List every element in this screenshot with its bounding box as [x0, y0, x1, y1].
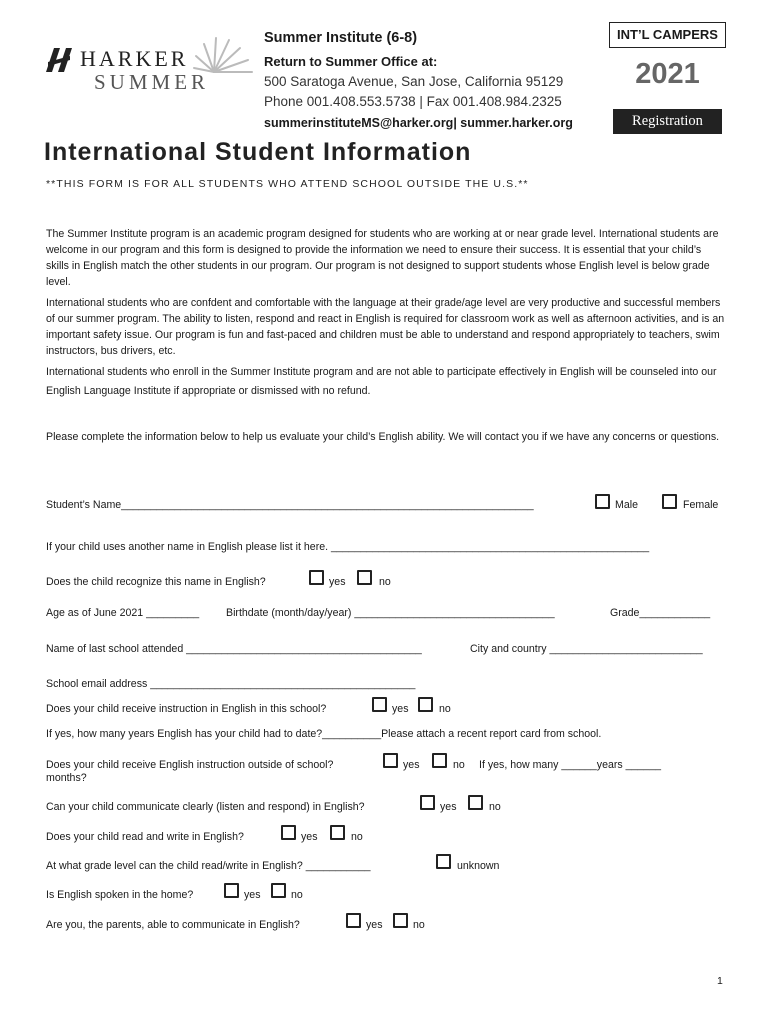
- year-label: 2021: [635, 58, 700, 90]
- contact-block: [264, 30, 604, 136]
- recognize-name-question: Does the child recognize this name in English?: [46, 576, 266, 588]
- office-address: 500 Saratoga Avenue, San Jose, California 95129: [264, 74, 564, 89]
- english-name-field[interactable]: If your child uses another name in English please list it here. ______________________________________________________: [46, 541, 650, 553]
- communicate-row: [46, 799, 726, 815]
- spoken-home-question: Is English spoken in the home?: [46, 889, 194, 901]
- recognize-name-row: [46, 574, 726, 590]
- page-subtitle: **THIS FORM IS FOR ALL STUDENTS WHO ATTEND SCHOOL OUTSIDE THE U.S.**: [46, 178, 529, 190]
- months-label: months?: [46, 772, 87, 784]
- intl-campers-badge: INT’L CAMPERS: [609, 22, 726, 48]
- recognize-no-checkbox[interactable]: [357, 570, 372, 585]
- page-title: International Student Information: [44, 138, 472, 166]
- how-many-field[interactable]: If yes, how many ______years ______: [479, 759, 661, 771]
- grade-level-row: [46, 858, 726, 874]
- parents-question: Are you, the parents, able to communicate in English?: [46, 919, 300, 931]
- female-label: Female: [683, 499, 719, 511]
- harker-h-icon: [44, 44, 74, 74]
- return-label: Return to Summer Office at:: [264, 54, 438, 69]
- school-email-field[interactable]: School email address _____________________________________________: [46, 678, 416, 690]
- contact-email: summerinstituteMS@harker.org| summer.harker.org: [264, 116, 573, 130]
- outside-yes-label: yes: [403, 759, 420, 771]
- spoken-home-yes-label: yes: [244, 889, 261, 901]
- spoken-home-no-label: no: [291, 889, 303, 901]
- instruction-yes-label: yes: [392, 703, 409, 715]
- read-write-no-checkbox[interactable]: [330, 825, 345, 840]
- read-write-yes-checkbox[interactable]: [281, 825, 296, 840]
- male-checkbox[interactable]: [595, 494, 610, 509]
- student-name-row: [46, 497, 726, 513]
- years-english-field[interactable]: If yes, how many years English has your child had to date?__________Please attach a recent report card from school.: [46, 728, 602, 740]
- instruction-english-question: Does your child receive instruction in English in this school?: [46, 703, 327, 715]
- student-name-field[interactable]: Student’s Name______________________________________________________________________: [46, 499, 534, 511]
- instruction-no-checkbox[interactable]: [418, 697, 433, 712]
- months-row: [46, 770, 726, 786]
- instruction-no-label: no: [439, 703, 451, 715]
- city-country-field[interactable]: City and country __________________________: [470, 643, 703, 655]
- outside-no-checkbox[interactable]: [432, 753, 447, 768]
- spoken-home-no-checkbox[interactable]: [271, 883, 286, 898]
- parents-no-checkbox[interactable]: [393, 913, 408, 928]
- refund-paragraph: International students who enroll in the Summer Institute program and are not able to participate effectively in English will be counseled into our English Language Institute if appropriate or dismissed with no refund.: [46, 366, 717, 397]
- registration-badge: Registration: [613, 109, 722, 134]
- unknown-checkbox[interactable]: [436, 854, 451, 869]
- communicate-question: Can your child communicate clearly (listen and respond) in English?: [46, 801, 365, 813]
- spoken-home-yes-checkbox[interactable]: [224, 883, 239, 898]
- page-number: 1: [717, 975, 723, 987]
- parents-no-label: no: [413, 919, 425, 931]
- communicate-yes-label: yes: [440, 801, 457, 813]
- spoken-home-row: [46, 887, 726, 903]
- intro-paragraph: The Summer Institute program is an academic program designed for students who are working at or near grade level. International students are welcome in our program and this form is designed to provide the information we need to ensure their success. It is essential that your child’s skills in English match the other students in our program. Our program is not designed to support students whose English level is below grade level.: [46, 228, 719, 288]
- read-write-no-label: no: [351, 831, 363, 843]
- male-label: Male: [615, 499, 638, 511]
- logo-word-harker: HARKER: [80, 46, 189, 71]
- read-write-yes-label: yes: [301, 831, 318, 843]
- communicate-yes-checkbox[interactable]: [420, 795, 435, 810]
- grade-field[interactable]: Grade____________: [610, 607, 711, 619]
- parents-yes-label: yes: [366, 919, 383, 931]
- outside-yes-checkbox[interactable]: [383, 753, 398, 768]
- phone-fax: Phone 001.408.553.5738 | Fax 001.408.984.2325: [264, 94, 562, 109]
- communicate-no-checkbox[interactable]: [468, 795, 483, 810]
- read-write-question: Does your child read and write in English?: [46, 831, 244, 843]
- recognize-no-label: no: [379, 576, 391, 588]
- read-write-row: [46, 829, 726, 845]
- birthdate-field[interactable]: Birthdate (month/day/year) __________________________________: [226, 607, 555, 619]
- school-email-row: [46, 676, 726, 692]
- logo-word-summer: SUMMER: [94, 70, 210, 94]
- program-name: Summer Institute (6-8): [264, 30, 418, 46]
- years-english-row: [46, 726, 726, 742]
- last-school-row: [46, 641, 726, 657]
- parents-yes-checkbox[interactable]: [346, 913, 361, 928]
- expectations-paragraph: International students who are confdent and comfortable with the language at their grade/age level are very productive and successful members of our summer program. The ability to listen, respond and react in English is required for classroom work as well as afternoon activities, and is an important safety issue. Our program is fun and fast-paced and children must be able to understand and respond appropriately to teachers, swim instructors, bus drivers, etc.: [46, 297, 725, 357]
- outside-school-question: Does your child receive English instruction outside of school?: [46, 759, 334, 771]
- last-school-field[interactable]: Name of last school attended ________________________________________: [46, 643, 422, 655]
- parents-row: [46, 917, 726, 933]
- harker-summer-logo: [44, 34, 254, 104]
- communicate-no-label: no: [489, 801, 501, 813]
- instructions-paragraph: Please complete the information below to help us evaluate your child’s English ability. We will contact you if we have any concerns or questions.: [46, 431, 720, 443]
- instruction-english-row: [46, 701, 726, 717]
- outside-no-label: no: [453, 759, 465, 771]
- recognize-yes-checkbox[interactable]: [309, 570, 324, 585]
- age-field[interactable]: Age as of June 2021 _________: [46, 607, 200, 619]
- age-birthdate-row: [46, 605, 726, 621]
- recognize-yes-label: yes: [329, 576, 346, 588]
- english-name-row: [46, 539, 726, 555]
- grade-level-field[interactable]: At what grade level can the child read/write in English? ___________: [46, 860, 371, 872]
- female-checkbox[interactable]: [662, 494, 677, 509]
- instruction-yes-checkbox[interactable]: [372, 697, 387, 712]
- unknown-label: unknown: [457, 860, 500, 872]
